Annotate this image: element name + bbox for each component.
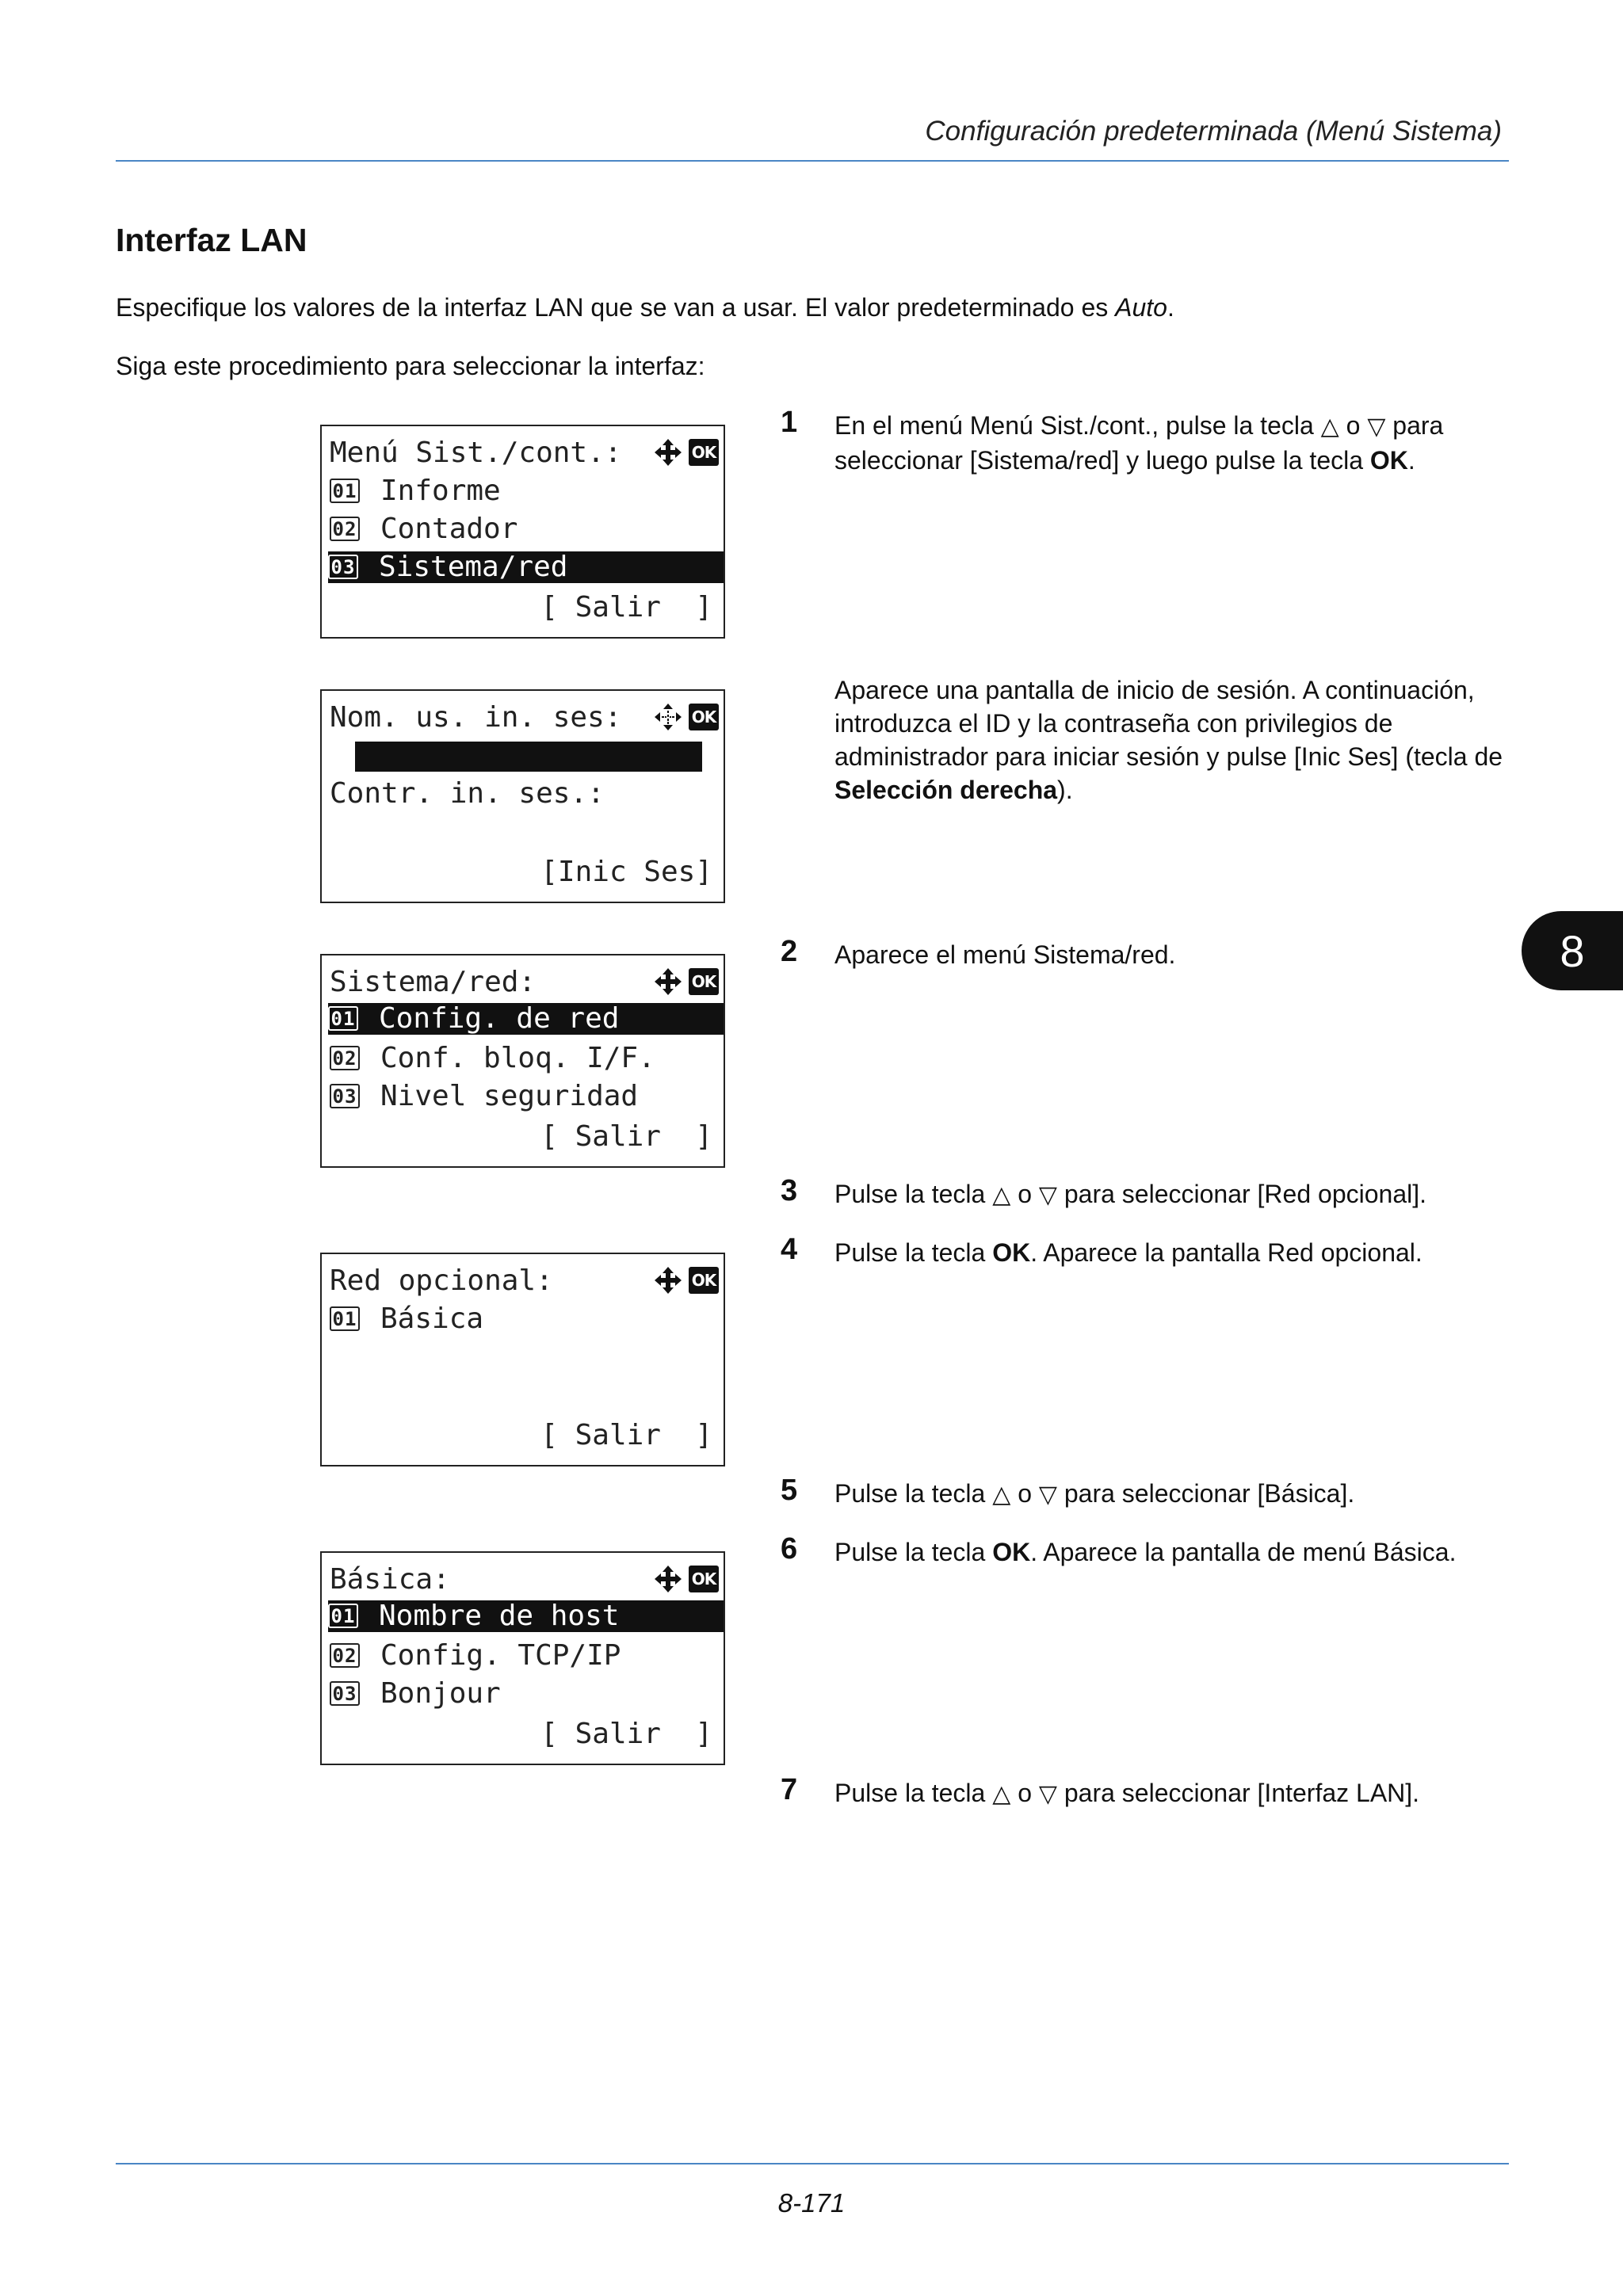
step-text-part: Pulse la tecla: [834, 1479, 993, 1508]
running-header: Configuración predeterminada (Menú Sistema): [925, 116, 1502, 147]
softkey-inic-ses: [Inic Ses]: [540, 856, 712, 888]
step-1-text: [834, 409, 1516, 477]
chapter-tab: 8: [1522, 911, 1623, 990]
page-number: 8-171: [777, 2188, 846, 2218]
menu-item: [330, 1303, 720, 1335]
step-text-part: para seleccionar [Sistema/red] y luego pulse la tecla: [834, 411, 1444, 475]
item-label: Sistema/red: [379, 551, 568, 583]
menu-item: [330, 1081, 720, 1112]
item-label: Nombre de host: [379, 1600, 620, 1632]
step-3-text: [834, 1177, 1516, 1212]
down-triangle-icon: ▽: [1367, 413, 1386, 441]
nav-indicator: [652, 1265, 719, 1295]
menu-item: [330, 1678, 720, 1710]
step-number: 4: [781, 1233, 798, 1266]
step-4-text: [834, 1236, 1516, 1269]
user-input-field: [355, 742, 702, 772]
intro-paragraph: [116, 293, 1174, 322]
footer-rule: [116, 2163, 1509, 2164]
section-title: Interfaz LAN: [116, 222, 307, 258]
step-6-text: [834, 1535, 1516, 1569]
procedure-intro: Siga este procedimiento para seleccionar la interfaz:: [116, 352, 705, 380]
intro-period: .: [1167, 293, 1174, 322]
four-way-arrows-icon: [652, 437, 684, 467]
ok-key-icon: OK: [689, 439, 719, 466]
step-number: 3: [781, 1174, 798, 1207]
step-1-note: [834, 673, 1516, 807]
ok-key-name: OK: [992, 1238, 1031, 1267]
step-number: 2: [781, 935, 798, 968]
step-text-part: . Aparece la pantalla Red opcional.: [1030, 1238, 1423, 1267]
lcd-title: Sistema/red:: [330, 966, 537, 998]
step-text-part: o: [1010, 1779, 1039, 1807]
step-text-part: Pulse la tecla: [834, 1180, 993, 1208]
item-label: Básica: [380, 1302, 484, 1335]
step-text-part: o: [1010, 1479, 1039, 1508]
item-number: 03: [330, 1681, 360, 1706]
menu-item-selected: [328, 1003, 724, 1035]
key-name: Selección derecha: [834, 776, 1058, 804]
item-number: 01: [330, 1306, 360, 1331]
ok-key-name: OK: [992, 1538, 1031, 1566]
item-number: 01: [328, 1604, 358, 1628]
lcd-menu-sistema: [320, 425, 725, 639]
item-label: Config. TCP/IP: [380, 1639, 621, 1672]
up-triangle-icon: △: [1320, 413, 1339, 441]
item-label: Conf. bloq. I/F.: [380, 1042, 655, 1074]
step-number: 6: [781, 1532, 798, 1566]
item-number: 02: [330, 1046, 360, 1070]
softkey-salir: [ Salir ]: [540, 1718, 712, 1750]
softkey-salir: [ Salir ]: [540, 1120, 712, 1153]
menu-item: [330, 475, 720, 507]
ok-key-name: OK: [1369, 446, 1408, 475]
item-label: Config. de red: [379, 1002, 620, 1035]
step-text-part: para seleccionar [Básica].: [1056, 1479, 1355, 1508]
step-text-part: ).: [1057, 776, 1073, 804]
item-label: Nivel seguridad: [380, 1080, 639, 1112]
menu-item-selected: [328, 1600, 724, 1632]
step-text-part: En el menú Menú Sist./cont., pulse la tecla: [834, 411, 1321, 440]
item-label: Informe: [380, 475, 501, 507]
step-text-part: o: [1338, 411, 1368, 440]
ok-key-icon: OK: [689, 968, 719, 995]
lcd-sistema-red: [320, 954, 725, 1168]
dotted-four-way-arrows-icon: [652, 702, 684, 732]
step-text-part: Pulse la tecla: [834, 1779, 993, 1807]
down-triangle-icon: ▽: [1038, 1181, 1057, 1209]
lcd-title: Red opcional:: [330, 1264, 553, 1297]
step-7-text: [834, 1776, 1516, 1811]
item-number: 02: [330, 1643, 360, 1668]
step-number: 5: [781, 1474, 798, 1507]
item-number: 01: [330, 479, 360, 503]
item-label: Contador: [380, 513, 518, 545]
lcd-title: Menú Sist./cont.:: [330, 437, 622, 469]
step-text-part: .: [1407, 446, 1415, 475]
up-triangle-icon: △: [992, 1181, 1011, 1209]
step-text-part: . Aparece la pantalla de menú Básica.: [1030, 1538, 1457, 1566]
step-2-text: Aparece el menú Sistema/red.: [834, 940, 1176, 969]
step-text-part: Pulse la tecla: [834, 1538, 993, 1566]
header-rule: [116, 160, 1509, 162]
menu-item: [330, 513, 720, 545]
softkey-salir: [ Salir ]: [540, 1419, 712, 1451]
down-triangle-icon: ▽: [1038, 1780, 1057, 1808]
menu-item-selected: [328, 551, 724, 583]
step-text-part: para seleccionar [Red opcional].: [1056, 1180, 1426, 1208]
lcd-basica: [320, 1551, 725, 1765]
step-text-part: o: [1010, 1180, 1039, 1208]
nav-indicator: [652, 702, 719, 732]
menu-item: [330, 1043, 720, 1074]
up-triangle-icon: △: [992, 1780, 1011, 1808]
step-text-part: Pulse la tecla: [834, 1238, 993, 1267]
lcd-red-opcional: [320, 1253, 725, 1466]
four-way-arrows-icon: [652, 1564, 684, 1594]
intro-default-value: Auto: [1115, 293, 1167, 322]
item-number: 03: [330, 1084, 360, 1108]
four-way-arrows-icon: [652, 1265, 684, 1295]
nav-indicator: [652, 1564, 719, 1594]
item-number: 02: [330, 517, 360, 541]
intro-text: Especifique los valores de la interfaz LAN que se van a usar. El valor predeterminado es: [116, 293, 1116, 322]
item-label: Bonjour: [380, 1677, 501, 1710]
step-text-part: para seleccionar [Interfaz LAN].: [1056, 1779, 1420, 1807]
ok-key-icon: OK: [689, 1566, 719, 1592]
login-password-label: Contr. in. ses.:: [330, 777, 605, 810]
nav-indicator: [652, 967, 719, 997]
four-way-arrows-icon: [652, 967, 684, 997]
lcd-login: [320, 689, 725, 903]
menu-item: [330, 1640, 720, 1672]
item-number: 03: [328, 555, 358, 579]
nav-indicator: [652, 437, 719, 467]
item-number: 01: [328, 1006, 358, 1031]
down-triangle-icon: ▽: [1038, 1481, 1057, 1508]
lcd-title: Básica:: [330, 1563, 450, 1596]
step-text-part: Aparece una pantalla de inicio de sesión. A continuación, introduzca el ID y la contraseña con privilegios de administrador para iniciar sesión y pulse [Inic Ses] (tecla de: [834, 676, 1503, 771]
step-number: 7: [781, 1773, 798, 1806]
up-triangle-icon: △: [992, 1481, 1011, 1508]
step-5-text: [834, 1477, 1516, 1512]
ok-key-icon: OK: [689, 1267, 719, 1294]
ok-key-icon: OK: [689, 704, 719, 730]
login-user-label: Nom. us. in. ses:: [330, 701, 622, 734]
softkey-salir: [ Salir ]: [540, 591, 712, 624]
step-number: 1: [781, 406, 798, 439]
